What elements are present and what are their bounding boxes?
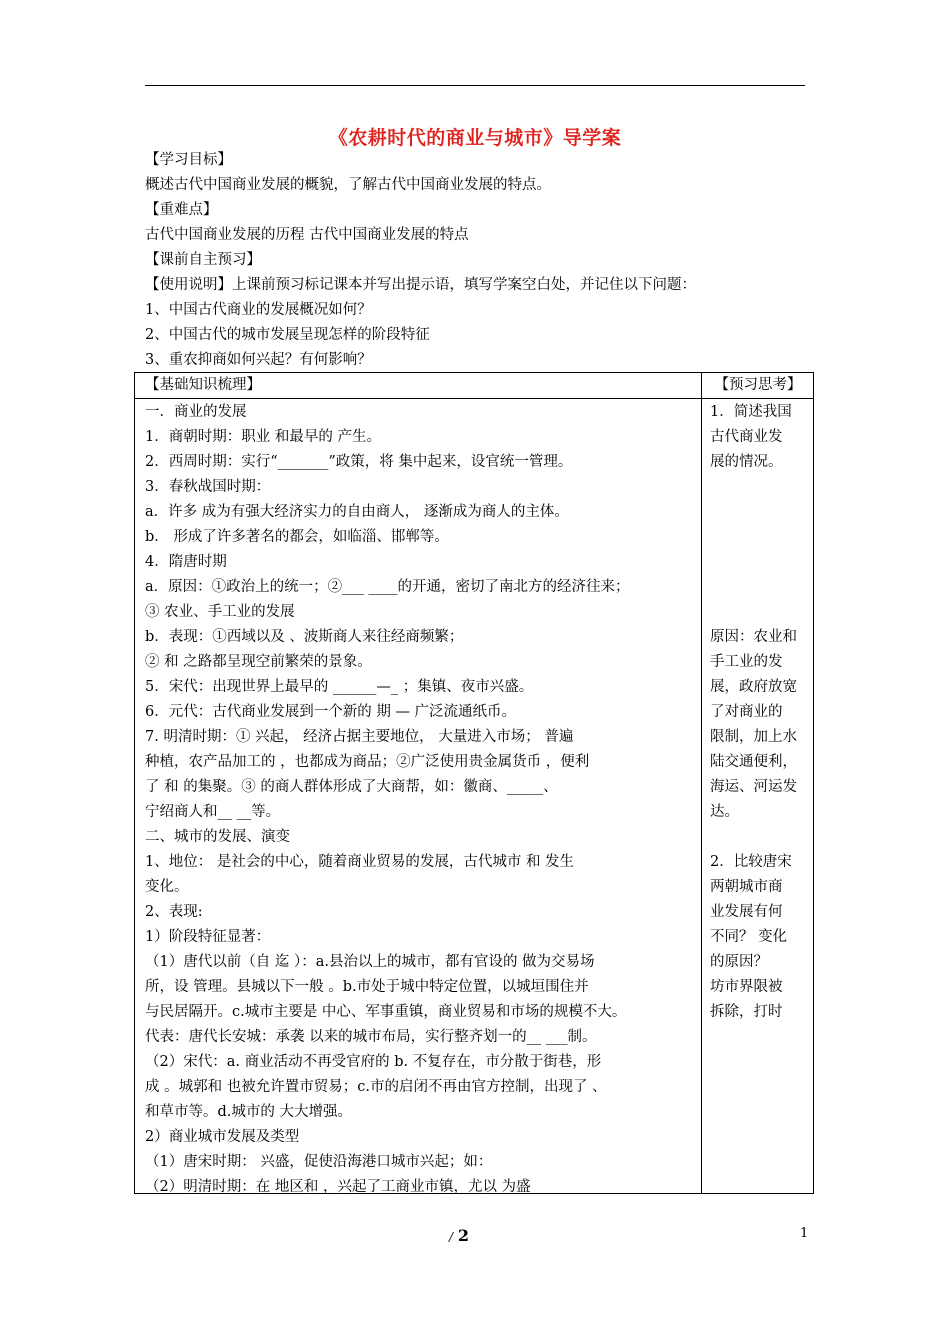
table-line: 1、地位： 是社会的中心，随着商业贸易的发展，古代城市 和 发生	[145, 854, 575, 870]
table-line: 5．宋代：出现世界上最早的 ______—_ ；集镇、夜市兴盛。	[145, 679, 534, 695]
preamble-line: 2、中国古代的城市发展呈现怎样的阶段特征	[145, 327, 430, 343]
thinking-line: 陆交通便利，	[710, 754, 797, 770]
table-line: （2）明清时期：在 地区和 ，兴起了工商业市镇，尤以 为盛	[145, 1179, 531, 1195]
study-table	[134, 372, 814, 1194]
thinking-block-2	[710, 625, 810, 825]
table-line: 二、城市的发展、演变	[145, 829, 290, 845]
preamble	[145, 148, 815, 373]
table-line: ③ 农业、手工业的发展	[145, 604, 295, 620]
header-divider	[135, 398, 813, 399]
table-line: 6．元代：古代商业发展到一个新的 期 — 广泛流通纸币。	[145, 704, 517, 720]
thinking-line: 展，政府放宽	[710, 679, 797, 695]
page-indicator	[449, 1226, 469, 1245]
thinking-block-3	[710, 850, 810, 1025]
preamble-line: 【学习目标】	[145, 152, 232, 168]
table-line: （1）唐宋时期： 兴盛，促使沿海港口城市兴起；如：	[145, 1154, 493, 1170]
thinking-line: 展的情况。	[710, 454, 783, 470]
table-line: （2）宋代：a. 商业活动不再受官府的 b. 不复存在，市分散于街巷，形	[145, 1054, 602, 1070]
page-total: 2	[457, 1226, 469, 1245]
table-line: 了 和 的集聚。③ 的商人群体形成了大商帮，如：徽商、_____、	[145, 779, 558, 795]
thinking-line: 坊市界限被	[710, 979, 783, 995]
table-line: 2、表现:	[145, 904, 203, 920]
table-line: b．表现：①西域以及 、波斯商人来往经商频繁；	[145, 629, 464, 645]
table-line: 成 。城郭和 也被允许置市贸易；c.市的启闭不再由官方控制，出现了 、	[145, 1079, 607, 1095]
table-line: ② 和 之路都呈现空前繁荣的景象。	[145, 654, 372, 670]
table-line: 1）阶段特征显著：	[145, 929, 271, 945]
table-line: 宁绍商人和__ __等。	[145, 804, 281, 820]
table-line: 7. 明清时期：① 兴起， 经济占据主要地位， 大量进入市场； 普遍	[145, 729, 574, 745]
thinking-line: 古代商业发	[710, 429, 783, 445]
table-line: 种植，农产品加工的 ，也都成为商品；②广泛使用贵金属货币 ，便利	[145, 754, 590, 770]
table-line: 4．隋唐时期	[145, 554, 227, 570]
column-divider	[701, 373, 702, 1193]
thinking-line: 1．简述我国	[710, 404, 792, 420]
thinking-line: 海运、河运发	[710, 779, 797, 795]
thinking-line: 不同？ 变化	[710, 929, 788, 945]
thinking-block-1	[710, 400, 810, 475]
table-line: a．原因：①政治上的统一；②___ ____的开通，密切了南北方的经济往来；	[145, 579, 630, 595]
table-line: a．许多 成为有强大经济实力的自由商人， 逐渐成为商人的主体。	[145, 504, 569, 520]
preamble-line: 1、中国古代商业的发展概况如何？	[145, 302, 372, 318]
table-line: b． 形成了许多著名的都会，如临淄、邯郸等。	[145, 529, 449, 545]
thinking-line: 的原因？	[710, 954, 768, 970]
thinking-line: 达。	[710, 804, 739, 820]
preamble-line: 【使用说明】上课前预习标记课本并写出提示语，填写学案空白处，并记住以下问题：	[145, 277, 696, 293]
thinking-line: 2．比较唐宋	[710, 854, 792, 870]
thinking-line: 业发展有何	[710, 904, 783, 920]
table-line: 代表：唐代长安城：承袭 以来的城市布局，实行整齐划一的__ ___制。	[145, 1029, 597, 1045]
table-line: 2．西周时期：实行“_______”政策，将 集中起来，设官统一管理。	[145, 454, 573, 470]
preamble-line: 【课前自主预习】	[145, 252, 261, 268]
table-header-thinking: 【预习思考】	[714, 377, 802, 393]
table-line: 所，设 管理。县城以下一般 。b.市处于城中特定位置，以城垣围住并	[145, 979, 589, 995]
table-header-knowledge: 【基础知识梳理】	[145, 377, 261, 393]
document-title: 《农耕时代的商业与城市》导学案	[328, 127, 622, 149]
preamble-line: 古代中国商业发展的历程 古代中国商业发展的特点	[145, 227, 469, 243]
page-number: 1	[800, 1226, 809, 1241]
table-line: （1）唐代以前（自 迄 ）：a.县治以上的城市，都有官设的 做为交易场	[145, 954, 595, 970]
thinking-line: 拆除，打时	[710, 1004, 783, 1020]
thinking-line: 限制，加上水	[710, 729, 797, 745]
table-line: 2）商业城市发展及类型	[145, 1129, 300, 1145]
table-line: 一．商业的发展	[145, 404, 247, 420]
header-rule	[145, 85, 805, 86]
preamble-line: 概述古代中国商业发展的概貌，了解古代中国商业发展的特点。	[145, 177, 551, 193]
thinking-line: 两朝城市商	[710, 879, 783, 895]
preamble-line: 3、重农抑商如何兴起？有何影响？	[145, 352, 372, 368]
table-line: 3．春秋战国时期：	[145, 479, 271, 495]
table-line: 1．商朝时期：职业 和最早的 产生。	[145, 429, 381, 445]
page-slash: /	[449, 1230, 454, 1244]
table-line: 和草市等。d.城市的 大大增强。	[145, 1104, 352, 1120]
thinking-line: 手工业的发	[710, 654, 783, 670]
knowledge-column	[145, 400, 697, 1200]
table-line: 变化。	[145, 879, 189, 895]
thinking-line: 了对商业的	[710, 704, 783, 720]
preamble-line: 【重难点】	[145, 202, 218, 218]
table-line: 与民居隔开。c.城市主要是 中心、军事重镇，商业贸易和市场的规模不大。	[145, 1004, 627, 1020]
thinking-line: 原因：农业和	[710, 629, 797, 645]
